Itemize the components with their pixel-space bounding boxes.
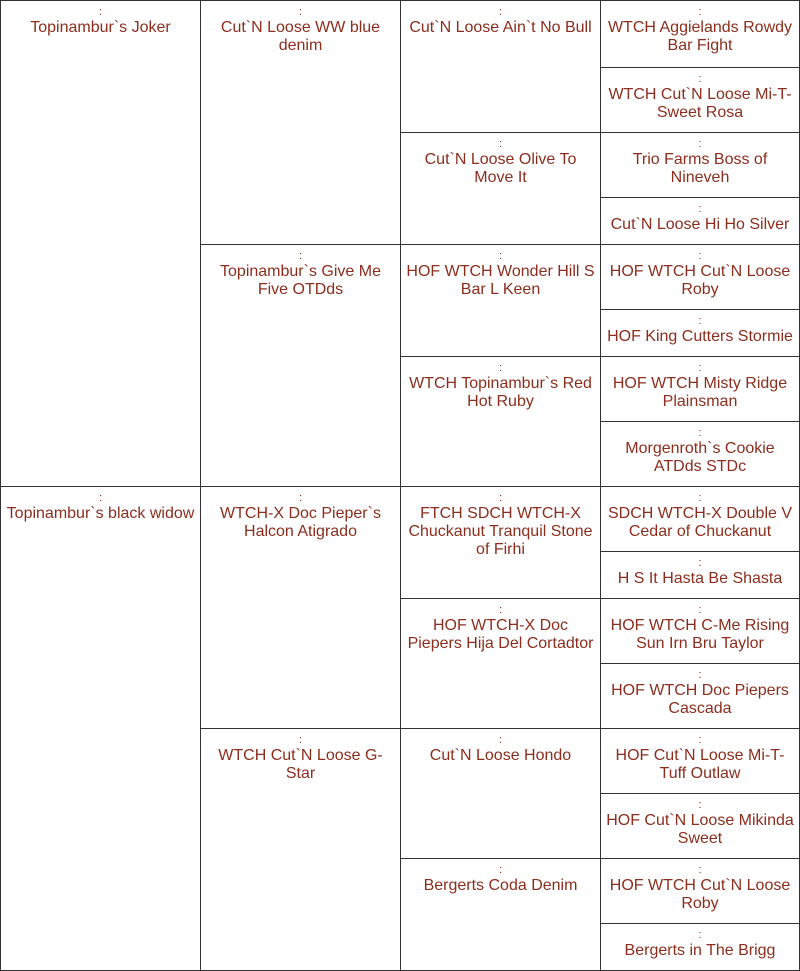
cell-marker: : bbox=[698, 669, 702, 681]
dog-link[interactable]: WTCH Topinambur`s Red Hot Ruby bbox=[409, 375, 592, 410]
cell-marker: : bbox=[698, 734, 702, 746]
dog-link[interactable]: Cut`N Loose Hondo bbox=[429, 747, 572, 764]
pedigree-cell-gen4 bbox=[601, 1, 799, 68]
dog-link[interactable]: HOF Cut`N Loose Mi-T-Tuff Outlaw bbox=[615, 747, 785, 782]
cell-marker: : bbox=[698, 604, 702, 616]
pedigree-cell-gen2 bbox=[201, 729, 401, 971]
dog-link[interactable]: Bergerts in The Brigg bbox=[624, 942, 776, 959]
pedigree-cell-gen4 bbox=[601, 664, 799, 729]
pedigree-cell-gen4 bbox=[601, 198, 799, 245]
cell-marker: : bbox=[298, 250, 303, 262]
cell-marker: : bbox=[698, 73, 702, 85]
pedigree-cell-gen4 bbox=[601, 552, 799, 599]
dog-link[interactable]: HOF WTCH Wonder Hill S Bar L Keen bbox=[406, 263, 595, 298]
dog-link[interactable]: Cut`N Loose Ain`t No Bull bbox=[409, 19, 592, 36]
pedigree-cell-gen4 bbox=[601, 859, 799, 924]
dog-link[interactable]: Cut`N Loose WW blue denim bbox=[220, 19, 381, 54]
dog-link[interactable]: HOF WTCH Cut`N Loose Roby bbox=[609, 263, 791, 298]
cell-marker: : bbox=[498, 362, 503, 374]
pedigree-cell-gen3 bbox=[401, 1, 601, 133]
cell-marker: : bbox=[698, 250, 702, 262]
dog-link[interactable]: Morgenroth`s Cookie ATDds STDc bbox=[625, 440, 775, 475]
pedigree-cell-gen3 bbox=[401, 357, 601, 487]
cell-marker: : bbox=[698, 799, 702, 811]
cell-marker: : bbox=[698, 492, 702, 504]
cell-marker: : bbox=[498, 604, 503, 616]
dog-link[interactable]: Bergerts Coda Denim bbox=[423, 877, 578, 894]
pedigree-cell-gen4 bbox=[601, 310, 799, 357]
dog-link[interactable]: WTCH Cut`N Loose Mi-T-Sweet Rosa bbox=[608, 86, 792, 121]
cell-marker: : bbox=[498, 250, 503, 262]
pedigree-cell-gen4 bbox=[601, 924, 799, 970]
dog-link[interactable]: HOF WTCH Misty Ridge Plainsman bbox=[612, 375, 788, 410]
dog-link[interactable]: Trio Farms Boss of Nineveh bbox=[632, 151, 768, 186]
pedigree-cell-gen2 bbox=[201, 487, 401, 729]
cell-marker: : bbox=[698, 203, 702, 215]
cell-marker: : bbox=[698, 427, 702, 439]
cell-marker: : bbox=[698, 362, 702, 374]
pedigree-cell-gen3 bbox=[401, 133, 601, 245]
dog-link-sire[interactable]: Topinambur`s Joker bbox=[30, 19, 171, 36]
pedigree-cell-gen3 bbox=[401, 729, 601, 859]
cell-marker: : bbox=[698, 315, 702, 327]
dog-link[interactable]: SDCH WTCH-X Double V Cedar of Chuckanut bbox=[607, 505, 793, 540]
pedigree-cell-gen2 bbox=[201, 1, 401, 245]
dog-link[interactable]: HOF WTCH C-Me Rising Sun Irn Bru Taylor bbox=[610, 617, 790, 652]
cell-marker: : bbox=[698, 929, 702, 941]
dog-link[interactable]: FTCH SDCH WTCH-X Chuckanut Tranquil Stone of Firhi bbox=[408, 505, 593, 558]
cell-marker: : bbox=[498, 492, 503, 504]
pedigree-cell-gen3 bbox=[401, 487, 601, 599]
pedigree-cell-gen4 bbox=[601, 794, 799, 859]
cell-marker: : bbox=[98, 492, 103, 504]
dog-link[interactable]: WTCH Aggielands Rowdy Bar Fight bbox=[607, 19, 793, 54]
dog-link[interactable]: HOF WTCH-X Doc Piepers Hija Del Cortadtor bbox=[407, 617, 594, 652]
cell-marker: : bbox=[98, 6, 103, 18]
dog-link[interactable]: Cut`N Loose Olive To Move It bbox=[424, 151, 577, 186]
pedigree-cell-gen4 bbox=[601, 357, 799, 422]
dog-link[interactable]: HOF Cut`N Loose Mikinda Sweet bbox=[606, 812, 794, 847]
pedigree-cell-gen4 bbox=[601, 487, 799, 552]
dog-link[interactable]: H S It Hasta Be Shasta bbox=[617, 570, 783, 587]
cell-marker: : bbox=[498, 864, 503, 876]
cell-marker: : bbox=[498, 6, 503, 18]
pedigree-cell-dam bbox=[1, 487, 201, 971]
cell-marker: : bbox=[698, 864, 702, 876]
pedigree-cell-gen4 bbox=[601, 599, 799, 664]
dog-link[interactable]: Topinambur`s Give Me Five OTDds bbox=[220, 263, 381, 298]
pedigree-cell-gen4 bbox=[601, 133, 799, 198]
dog-link[interactable]: WTCH Cut`N Loose G-Star bbox=[218, 747, 383, 782]
cell-marker: : bbox=[698, 557, 702, 569]
dog-link[interactable]: HOF WTCH Doc Piepers Cascada bbox=[611, 682, 789, 717]
cell-marker: : bbox=[498, 734, 503, 746]
cell-marker: : bbox=[298, 6, 303, 18]
cell-marker: : bbox=[298, 492, 303, 504]
pedigree-cell-gen4 bbox=[601, 245, 799, 310]
pedigree-cell-gen3 bbox=[401, 859, 601, 971]
cell-marker: : bbox=[298, 734, 303, 746]
pedigree-cell-gen4 bbox=[601, 68, 799, 133]
cell-marker: : bbox=[698, 138, 702, 150]
dog-link[interactable]: Cut`N Loose Hi Ho Silver bbox=[610, 216, 790, 233]
pedigree-cell-gen4 bbox=[601, 422, 799, 487]
cell-marker: : bbox=[698, 6, 702, 18]
dog-link[interactable]: HOF WTCH Cut`N Loose Roby bbox=[609, 877, 791, 912]
pedigree-cell-gen3 bbox=[401, 245, 601, 357]
pedigree-cell-gen2 bbox=[201, 245, 401, 487]
dog-link[interactable]: HOF King Cutters Stormie bbox=[607, 328, 793, 345]
pedigree-cell-sire bbox=[1, 1, 201, 487]
dog-link-dam[interactable]: Topinambur`s black widow bbox=[6, 505, 195, 522]
dog-link[interactable]: WTCH-X Doc Pieper`s Halcon Atigrado bbox=[220, 505, 381, 540]
pedigree-cell-gen4 bbox=[601, 729, 799, 794]
pedigree-cell-gen3 bbox=[401, 599, 601, 729]
cell-marker: : bbox=[498, 138, 503, 150]
